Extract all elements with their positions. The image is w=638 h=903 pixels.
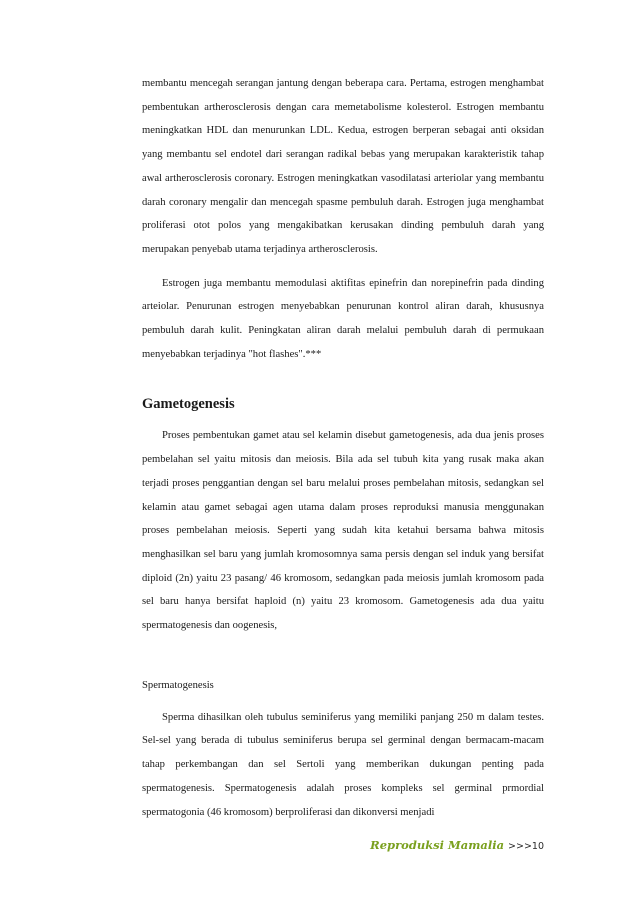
page-content (142, 72, 544, 824)
paragraph-spermatogenesis: Sperma dihasilkan oleh tubulus seminiferus yang memiliki panjang 250 m dalam testes. Sel-sel yang berada di tubulus seminiferus berupa sel germinal dengan bermacam-macam tahap perkembangan dan sel Sertoli yang memberikan dukungan penting pada spermatogenesis. Spermatogenesis adalah proses kompleks sel germinal prmordial spermatogonia (46 kromosom) berproliferasi dan dikonversi menjadi (142, 711, 544, 818)
spacer (142, 262, 544, 272)
section-heading-gametogenesis: Gametogenesis (142, 396, 235, 413)
spacer (142, 638, 544, 676)
paragraph-estrogen-vasomotor: Estrogen juga membantu memodulasi aktifitas epinefrin dan norepinefrin pada dinding arteiolar. Penurunan estrogen menyebabkan penurunan kontrol aliran darah, khususnya pembuluh darah kulit. Peningkatan aliran darah melalui pembuluh darah di permukaan menyebabkan terjadinya "hot flashes".*** (142, 277, 544, 360)
subsection-heading-spermatogenesis: Spermatogenesis (142, 679, 214, 691)
page-footer (370, 838, 544, 852)
spacer (142, 366, 544, 394)
paragraph-gametogenesis: Proses pembentukan gamet atau sel kelamin disebut gametogenesis, ada dua jenis proses pembelahan sel yaitu mitosis dan meiosis. Bila ada sel tubuh kita yang rusak maka akan terjadi proses penggantian dengan sel baru melalui proses pembelahan mitosis, sedangkan sel kelamin atau gamet sebagai agen utama dalam proses reproduksi manusia menggunakan proses pembelahan meiosis. Seperti yang sudah kita ketahui bersama bahwa mitosis menghasilkan sel baru yang jumlah kromosomnya sama persis dengan sel induk yang bersifat diploid (2n) yaitu 23 pasang/ 46 kromosom, sedangkan pada meiosis jumlah kromosom pada sel baru hanya bersifat haploid (n) yaitu 23 kromosom. Gametogenesis ada dua yaitu spermatogenesis dan oogenesis, (142, 430, 544, 632)
spacer (142, 696, 544, 706)
spacer (142, 414, 544, 424)
paragraph-estrogen-heart: membantu mencegah serangan jantung dengan beberapa cara. Pertama, estrogen menghambat pembentukan artherosclerosis dengan cara memetabolisme kolesterol. Estrogen membantu meningkatkan HDL dan menurunkan LDL. Kedua, estrogen berperan sebagai anti oksidan yang membantu sel endotel dari serangan radikal bebas yang merupakan karakteristik tahap awal artherosclerosis coronary. Estrogen meningkatkan vasodilatasi arteriolar yang membantu darah coronary mengalir dan mencegah spasme pembuluh darah. Estrogen juga menghambat proliferasi otot polos yang mengakibatkan kerusakan dinding pembuluh darah yang merupakan penyebab utama terjadinya artherosclerosis. (142, 78, 544, 255)
footer-page-number: >>>10 (508, 841, 544, 852)
footer-book-title: Reproduksi Mamalia (370, 838, 505, 852)
